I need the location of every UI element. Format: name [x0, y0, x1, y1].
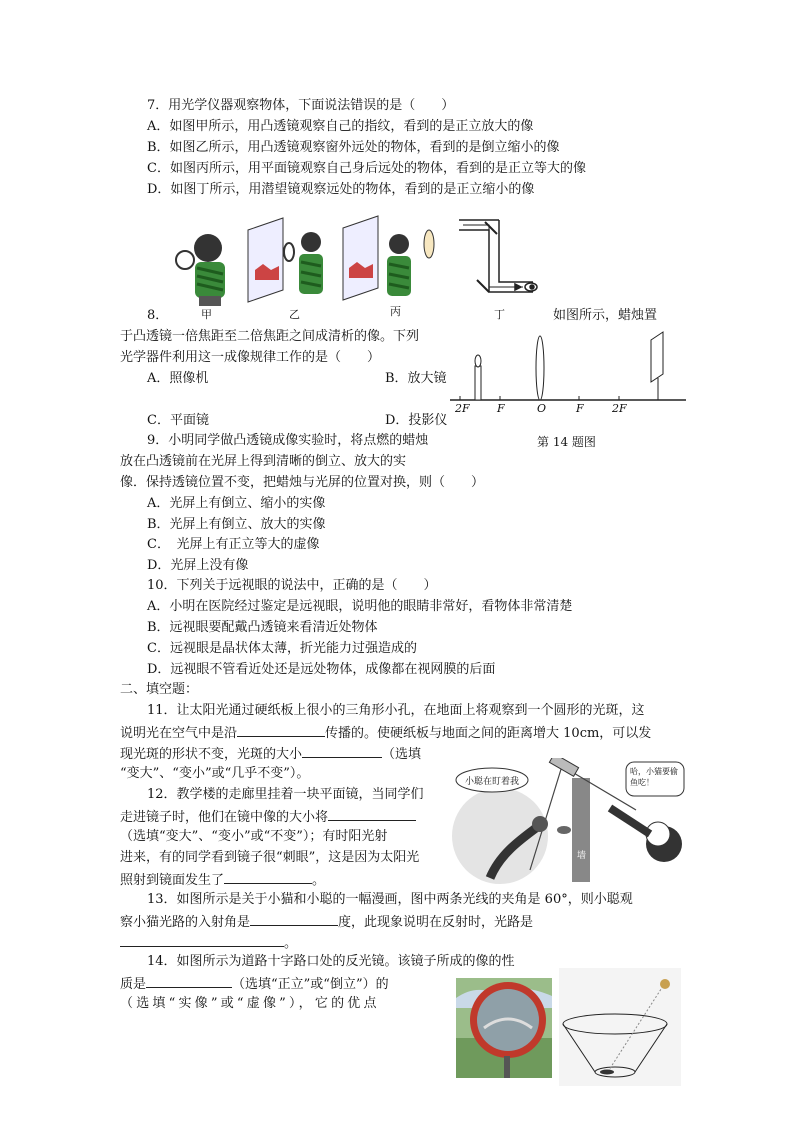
q9-line1: 9．小明同学做凸透镜成像实验时，将点燃的蜡烛	[147, 433, 429, 448]
axis-label-2f-left: 2F	[455, 402, 470, 415]
q9-line2: 放在凸透镜前在光屏上得到清晰的倒立、放大的实	[120, 454, 407, 469]
figure-label-jia: 甲	[201, 308, 212, 321]
q10-option-a: A．小明在医院经过鉴定是远视眼，说明他的眼睛非常好，看物体非常清楚	[147, 599, 573, 614]
q13-text-a: 察小猫光路的入射角是	[120, 915, 251, 930]
q8-line2: 于凸透镜一倍焦距至二倍焦距之间成清析的像。下列	[120, 329, 420, 344]
q9-option-c: C． 光屏上有正立等大的虚像	[147, 537, 320, 552]
axis-label-f-right: F	[576, 402, 584, 415]
cartoon-background-circle	[452, 788, 548, 884]
wall	[572, 778, 590, 882]
funnel-light-diagram	[559, 968, 681, 1086]
q8-line1-tail: 如图所示，蜡烛置	[553, 308, 658, 323]
figure-label-bing: 丙	[390, 305, 401, 318]
q8-option-d: D．投影仪	[385, 413, 448, 428]
convex-lens	[536, 336, 544, 400]
q8-line3: 光学器件利用这一成像规律工作的是（ ）	[120, 350, 381, 365]
q14-blank-1[interactable]	[146, 973, 232, 988]
q12-text-a: 走进镜子时，他们在镜中像的大小将	[120, 810, 329, 825]
q13-text-c: 。	[284, 936, 298, 951]
axis-label-f-left: F	[497, 402, 505, 415]
figure-ding-periscope	[459, 220, 537, 292]
q11-line2	[120, 722, 651, 744]
q12-line4: 进来，有的同学看到镜子很“刺眼”，这是因为太阳光	[120, 850, 420, 865]
q8-number: 8．	[147, 308, 169, 323]
q10-option-b: B．远视眼要配戴凸透镜来看清近处物体	[147, 620, 378, 635]
q11-line3	[120, 743, 421, 765]
q11-blank-1[interactable]	[237, 722, 325, 737]
figure-jia-boy-magnifier	[176, 234, 225, 306]
q9-option-d: D．光屏上没有像	[147, 558, 249, 573]
light-screen	[651, 332, 663, 400]
q7-stem: 7．用光学仪器观察物体，下面说法错误的是（ ）	[147, 98, 455, 113]
section-title: 二、填空题：	[120, 682, 199, 697]
figure-caption: 第 14 题图	[537, 435, 596, 449]
q14-text-b: （选填“正立”或“倒立”）的	[232, 977, 389, 992]
mirror-pole	[504, 1056, 510, 1078]
q12-line2	[120, 806, 416, 828]
q7-option-b: B．如图乙所示，用凸透镜观察窗外远处的物体，看到的是倒立缩小的像	[147, 140, 560, 155]
q11-text-a: 说明光在空气中是沿	[120, 726, 238, 741]
figure-bing-window-mirror	[343, 216, 434, 300]
q9-line3: 像．保持透镜位置不变，把蜡烛与光屏的位置对换，则（ ）	[120, 475, 485, 490]
q8-option-b: B．放大镜	[385, 371, 447, 386]
q11-text-c: 现光斑的形状不变，光斑的大小	[120, 747, 303, 762]
bubble-right-text: 哈，小猫要偷鱼吃！	[630, 767, 678, 787]
figure-label-ding: 丁	[494, 308, 505, 321]
q11-line1: 11．让太阳光通过硬纸板上很小的三角形小孔，在地面上将观察到一个圆形的光斑，这	[147, 703, 645, 718]
q10-option-c: C．远视眼是晶状体太薄，折光能力过强造成的	[147, 641, 417, 656]
q7-figure	[163, 210, 543, 310]
figure-label-yi: 乙	[289, 308, 300, 321]
q8-option-c: C．平面镜	[147, 413, 209, 428]
q14-line3: （选填“实像”或“虚像”），它的优点	[120, 996, 380, 1011]
q14-line1: 14．如图所示为道路十字路口处的反光镜。该镜子所成的像的性	[147, 954, 515, 969]
light-bulb	[660, 979, 670, 989]
figure-yi-window-lens	[248, 218, 323, 302]
q9-option-a: A．光屏上有倒立、缩小的实像	[147, 496, 326, 511]
q12-text-b: 照射到镜面发生了	[120, 873, 225, 888]
q11-blank-2[interactable]	[302, 743, 382, 758]
q11-line4: “变大”、“变小”或“几乎不变”）。	[120, 766, 310, 781]
q14-text-a: 质是	[120, 977, 147, 992]
q12-blank-1[interactable]	[328, 806, 416, 821]
q13-line2	[120, 911, 533, 933]
axis-label-2f-right: 2F	[612, 402, 627, 415]
q10-stem: 10．下列关于远视眼的说法中，正确的是（ ）	[147, 578, 437, 593]
q12-line3: （选填“变大”、“变小”或“不变”）；有时阳光射	[120, 829, 388, 844]
q13-line3	[120, 932, 297, 954]
lens-diagram	[448, 328, 688, 410]
q7-option-d: D．如图丁所示，用潜望镜观察远处的物体，看到的是正立缩小的像	[147, 182, 535, 197]
wall-label: 墙	[577, 851, 587, 861]
q11-text-b: 传播的。使硬纸板与地面之间的距离增大 10cm，可以发	[325, 726, 652, 741]
candle	[475, 355, 481, 400]
convex-mirror-photo	[456, 978, 552, 1078]
q10-option-d: D．远视眼不管看近处还是远处物体，成像都在视网膜的后面	[147, 662, 496, 677]
fish	[557, 826, 571, 834]
q13-blank-1[interactable]	[250, 911, 338, 926]
q13-blank-2[interactable]	[120, 932, 284, 947]
light-spot	[600, 1070, 614, 1075]
axis-label-o: O	[537, 402, 547, 415]
bubble-left-text: 小聪在盯着我	[465, 777, 520, 787]
q12-line1: 12．教学楼的走廊里挂着一块平面镜，当同学们	[147, 787, 424, 802]
q12-line5	[120, 869, 325, 891]
q14-line2	[120, 973, 389, 995]
q8-option-a: A．照像机	[147, 371, 209, 386]
q7-option-c: C．如图丙所示，用平面镜观察自己身后远处的物体，看到的是正立等大的像	[147, 161, 586, 176]
q9-option-b: B．光屏上有倒立、放大的实像	[147, 517, 326, 532]
q11-text-d: （选填	[382, 747, 422, 762]
q13-line1: 13．如图所示是关于小猫和小聪的一幅漫画，图中两条光线的夹角是 60°，则小聪观	[147, 892, 633, 907]
q12-text-c: 。	[312, 873, 326, 888]
q12-blank-2[interactable]	[224, 869, 312, 884]
q7-option-a: A．如图甲所示，用凸透镜观察自己的指纹，看到的是正立放大的像	[147, 119, 534, 134]
q13-text-b: 度，此现象说明在反射时，光路是	[338, 915, 534, 930]
